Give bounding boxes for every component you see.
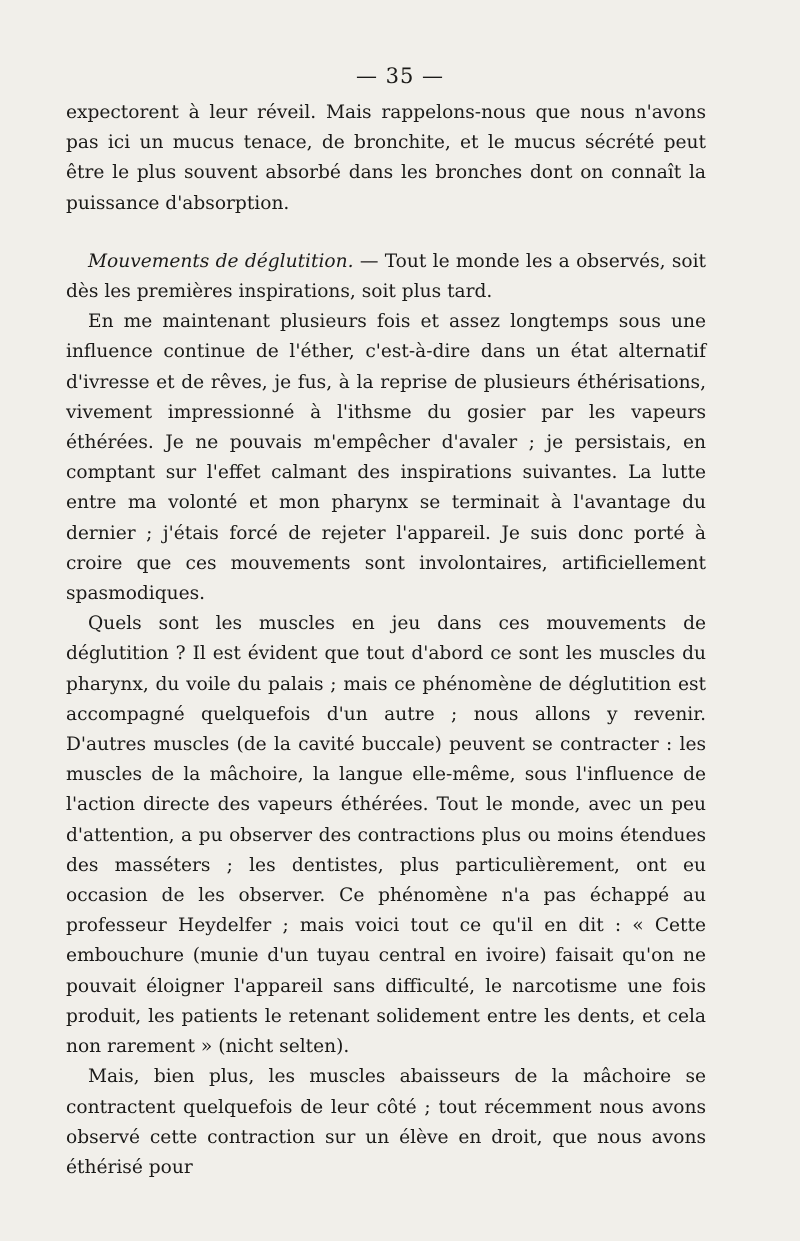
page-number: — 35 — <box>355 64 445 88</box>
paragraph-swallowing-intro <box>66 247 706 307</box>
paragraph-swallowing-intro-text: — Tout le monde les a observés, soit dès les premières inspirations, soit plus tard. <box>66 250 707 303</box>
paragraph-self-experiment: En me maintenant plusieurs fois et assez longtemps sous une influence continue de l'éther, c'est-à-dire dans un état alternatif d'ivresse et de rêves, je fus, à la reprise de plusieurs éthérisations, vivement impressionné à l'ithsme du gosier par les vapeurs éthérées. Je ne pouvais m'empêcher d'avaler ; je persistais, en comptant sur l'effet calmant des inspirations suivantes. La lutte entre ma volonté et mon pharynx se terminait à l'avantage du dernier ; j'étais forcé de rejeter l'appareil. Je suis donc porté à croire que ces mouvements sont involontaires, artificiellement spasmodiques. <box>66 311 706 605</box>
paragraph-jaw-muscles: Mais, bien plus, les muscles abaisseurs de la mâchoire se contractent quelquefois de leur côté ; tout récemment nous avons observé cette contraction sur un élève en droit, que nous avons éthérisé pour <box>66 1066 706 1178</box>
paragraph-expectoration: expectorent à leur réveil. Mais rappelons-nous que nous n'avons pas ici un mucus tenace, de bronchite, et le mucus sécrété peut être le plus souvent absorbé dans les bronches dont on connaît la puissance d'absorption. <box>66 102 706 214</box>
body-text <box>66 98 706 1183</box>
paragraph-muscles: Quels sont les muscles en jeu dans ces mouvements de déglutition ? Il est évident que tout d'abord ce sont les muscles du pharynx, du voile du palais ; mais ce phénomène de déglutition est accompagné quelquefois d'un autre ; nous allons y revenir. D'autres muscles (de la cavité buccale) peuvent se contracter : les muscles de la mâchoire, la langue elle-même, sous l'influence de l'action directe des vapeurs éthérées. Tout le monde, avec un peu d'attention, a pu observer des contractions plus ou moins étendues des masséters ; les dentistes, plus particulièrement, ont eu occasion de les observer. Ce phénomène n'a pas échappé au professeur Heydelfer ; mais voici tout ce qu'il en dit : « Cette embouchure (munie d'un tuyau central en ivoire) faisait qu'on ne pouvait éloigner l'appareil sans difficulté, le narcotisme une fois produit, les patients le retenant solidement entre les dents, et cela non rarement » (nicht selten). <box>66 613 706 1058</box>
section-heading-deglutition: Mouvements de déglutition. <box>88 250 354 272</box>
